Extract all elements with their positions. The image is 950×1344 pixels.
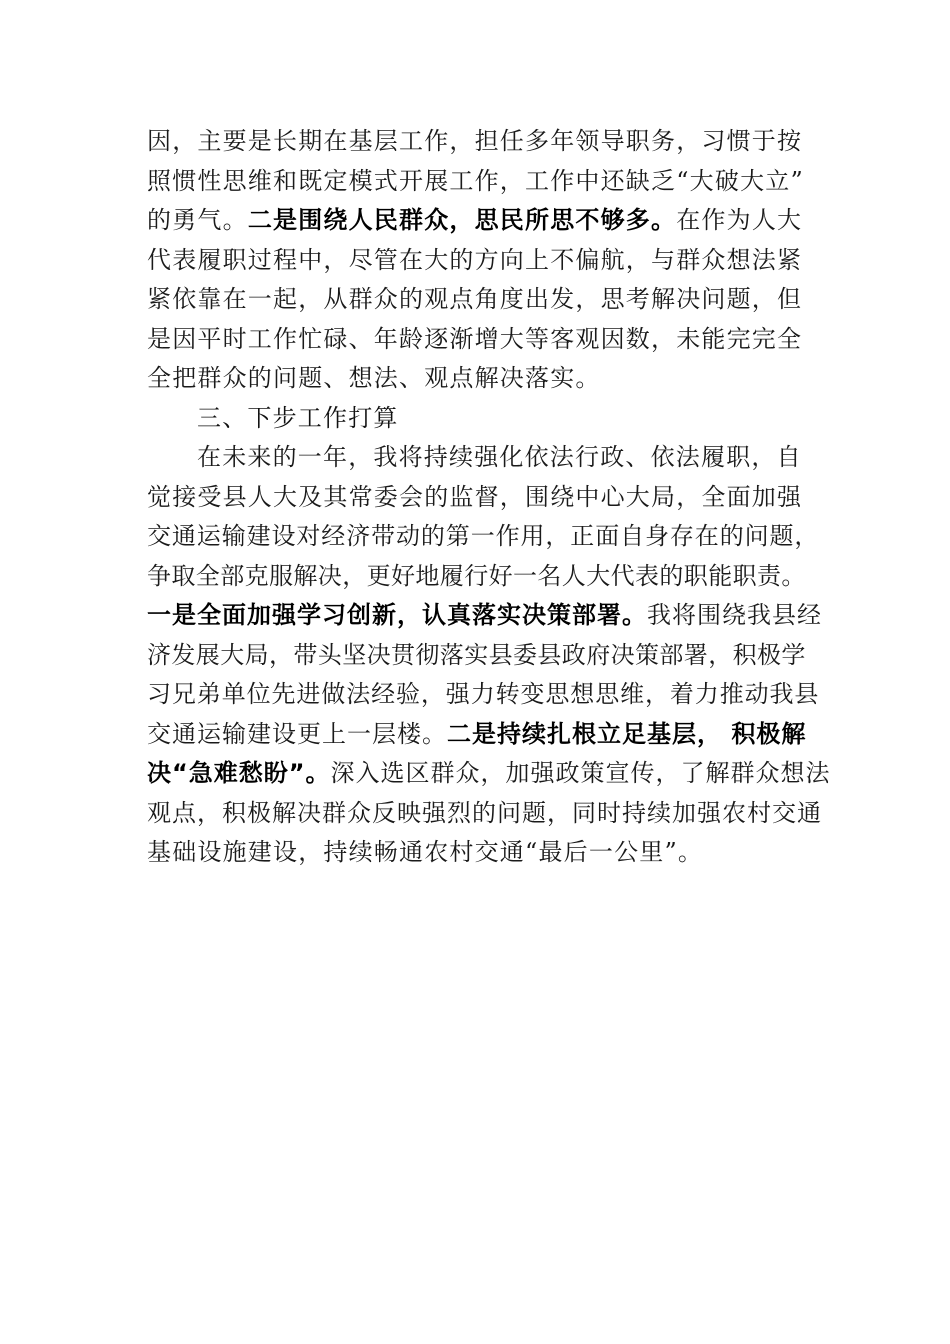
body-text: 交通运输建设对经济带动的第一作用，正面自身存在的问题， (147, 522, 820, 550)
bold-lead-phrase: 一是全面加强学习创新，认真落实决策部署。 (147, 601, 647, 629)
text-line (147, 280, 837, 320)
document-body (147, 122, 837, 873)
body-text: 照惯性思维和既定模式开展工作，工作中还缺乏“大破大立” (147, 166, 804, 195)
body-text: 交通运输建设更上一层楼。 (147, 719, 447, 748)
body-text: 在未来的一年，我将持续强化依法行政、依法履职，自 (197, 443, 802, 471)
text-line (147, 754, 837, 794)
body-text: 争取全部克服解决，更好地履行好一名人大代表的职能职责。 (147, 561, 806, 590)
bold-lead-phrase: 决“急难愁盼”。 (147, 759, 331, 787)
text-line (147, 715, 837, 755)
text-line (147, 636, 837, 676)
text-line (147, 438, 837, 478)
section-heading: 三、下步工作打算 (197, 403, 399, 432)
text-line (147, 162, 837, 202)
body-text: 代表履职过程中，尽管在大的方向上不偏航，与群众想法紧 (147, 245, 803, 274)
body-text: 观点，积极解决群众反映强烈的问题，同时持续加强农村交通 (147, 798, 822, 827)
text-line (147, 478, 837, 518)
text-line (147, 399, 837, 439)
text-line (147, 557, 837, 597)
body-text: 基础设施建设，持续畅通农村交通“最后一公里”。 (147, 838, 704, 866)
body-text: 紧依靠在一起，从群众的观点角度出发，思考解决问题，但 (147, 285, 803, 313)
body-text: 因，主要是长期在基层工作，担任多年领导职务，习惯于按 (147, 127, 803, 155)
text-line (147, 675, 837, 715)
text-line (147, 122, 837, 162)
text-line (147, 596, 837, 636)
text-line (147, 833, 837, 873)
bold-lead-phrase: 二是围绕人民群众，思民所思不够多。 (247, 206, 677, 234)
body-text: 的勇气。 (147, 206, 248, 234)
body-text: 在作为人大 (676, 206, 803, 234)
text-line (147, 320, 837, 360)
text-line (147, 241, 837, 281)
body-text: 觉接受县人大及其常委会的监督，围绕中心大局，全面加强 (147, 482, 803, 511)
body-text: 习兄弟单位先进做法经验，强力转变思想思维，着力推动我县 (147, 680, 820, 708)
text-line (147, 201, 837, 241)
text-line (147, 359, 837, 399)
body-text: 深入选区群众，加强政策宣传，了解群众想法 (330, 759, 831, 787)
body-text: 济发展大局，带头坚决贯彻落实县委县政府决策部署，积极学 (147, 640, 806, 669)
bold-lead-phrase: 二是持续扎根立足基层， 积极解 (447, 719, 807, 748)
body-text: 是因平时工作忙碌、年龄逐渐增大等客观因数，未能完完全 (147, 324, 803, 353)
body-text: 全把群众的问题、想法、观点解决落实。 (147, 364, 601, 392)
body-text: 我将围绕我县经 (647, 601, 822, 629)
text-line (147, 794, 837, 834)
text-line (147, 517, 837, 557)
